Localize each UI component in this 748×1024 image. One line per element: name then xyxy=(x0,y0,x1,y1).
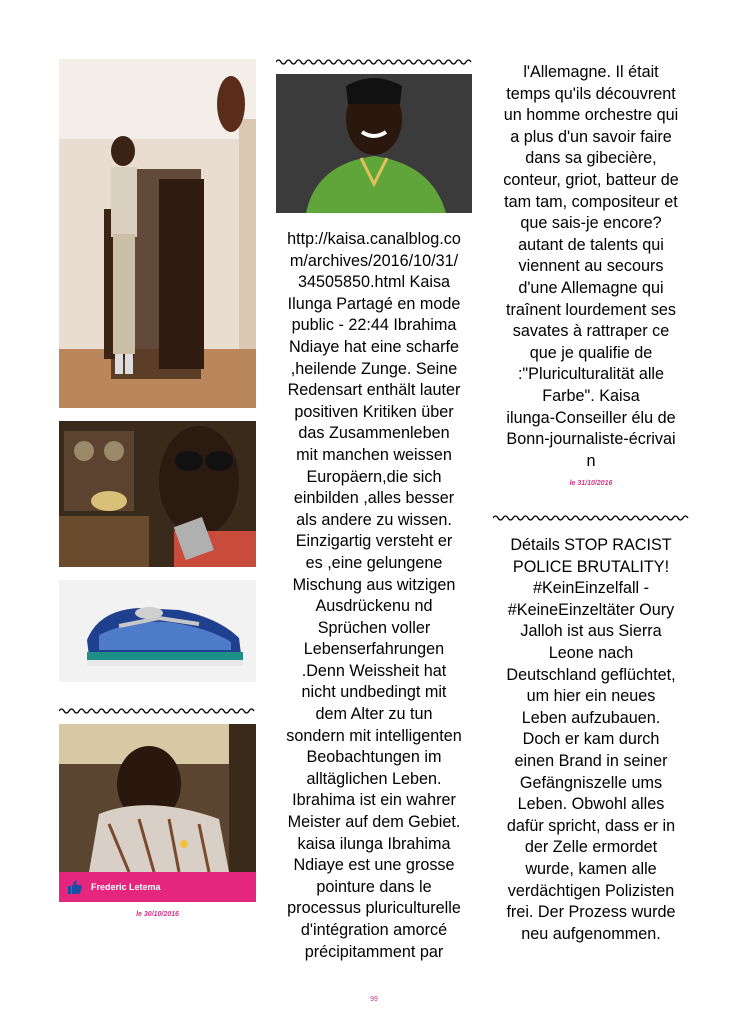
section-divider xyxy=(276,58,472,66)
text-line: Leone nach xyxy=(548,643,634,662)
text-line: sondern mit intelligenten xyxy=(286,726,462,745)
text-line: pointure dans le xyxy=(316,877,432,896)
text-line: Ausdrückenu nd xyxy=(315,597,433,616)
text-line: positiven Kritiken über xyxy=(294,402,454,421)
text-line: Doch er kam durch xyxy=(522,730,660,749)
text-line: tam tam, compositeur et xyxy=(504,192,678,211)
text-line: dem Alter zu tun xyxy=(315,705,433,724)
text-line: http://kaisa.canalblog.co xyxy=(287,230,461,248)
text-line: Leben aufzubauen. xyxy=(521,708,661,727)
text-line: Ilunga Partagé en mode xyxy=(287,294,461,313)
article-body-police xyxy=(491,535,691,945)
text-line: précipitamment par xyxy=(304,942,444,961)
man-smiling-photo xyxy=(59,724,256,872)
text-line: Ndiaye est une grosse xyxy=(293,856,455,875)
page-number: 99 xyxy=(370,996,378,1003)
text-line: einen Brand in seiner xyxy=(514,751,668,770)
text-line: nicht undbedingt mit xyxy=(301,683,447,702)
text-line: temps qu'ils découvrent xyxy=(506,84,676,103)
text-line: Europäern,die sich xyxy=(306,467,442,486)
text-line: es ,eine gelungene xyxy=(305,553,443,572)
text-line: der Zelle ermordet xyxy=(524,838,658,857)
thumbs-up-icon[interactable] xyxy=(67,879,83,895)
text-line: d'une Allemagne qui xyxy=(518,278,664,297)
text-line: Sprüchen voller xyxy=(317,618,431,637)
text-line: mit manchen weissen xyxy=(296,445,452,464)
text-line: das Zusammenleben xyxy=(298,424,450,443)
sneaker-photo xyxy=(59,580,256,682)
text-line: traînent lourdement ses xyxy=(505,300,677,319)
text-line: kaisa ilunga Ibrahima xyxy=(297,834,451,853)
text-line: d'intégration amorcé xyxy=(300,921,448,939)
text-line: ilunga-Conseiller élu de xyxy=(506,408,676,427)
text-line: neu aufgenommen. xyxy=(521,924,661,943)
text-line: dans sa gibecière, xyxy=(525,149,657,168)
text-line: que je qualifie de xyxy=(529,343,653,362)
text-line: 34505850.html Kaisa xyxy=(297,273,451,292)
caption-bar xyxy=(59,872,256,902)
man-with-sunglasses-photo xyxy=(59,421,256,567)
text-line: :"Pluriculturalität alle xyxy=(517,365,665,384)
text-line: verdächtigen Polizisten xyxy=(507,881,675,900)
section-divider xyxy=(59,707,256,715)
text-line: einbilden ,alles besser xyxy=(293,489,455,508)
text-line: Bonn-journaliste-écrivai xyxy=(506,430,676,449)
man-green-shirt-photo xyxy=(276,74,472,213)
text-line: Deutschland geflüchtet, xyxy=(506,665,676,684)
text-line: Lebenserfahrungen xyxy=(303,640,445,659)
text-line: un homme orchestre qui xyxy=(503,106,679,125)
text-line: que sais-je encore? xyxy=(520,214,662,233)
text-line: POLICE BRUTALITY! xyxy=(512,557,670,576)
text-line: l'Allemagne. Il était xyxy=(523,63,659,81)
text-line: savates à rattraper ce xyxy=(512,322,670,341)
text-line: Ibrahima ist ein wahrer xyxy=(292,791,456,810)
text-line: dafür spricht, dass er in xyxy=(506,816,676,835)
text-line: #KeineEinzeltäter Oury xyxy=(507,600,675,619)
text-line: Ndiaye hat eine scharfe xyxy=(288,337,460,356)
text-line: wurde, kamen alle xyxy=(525,859,657,878)
text-line: alltäglichen Leben. xyxy=(306,769,442,788)
text-line: Redensart enthält lauter xyxy=(287,381,461,400)
text-line: Gefängniszelle ums xyxy=(519,773,663,792)
text-line: Détails STOP RACIST xyxy=(510,536,672,554)
text-line: als andere zu wissen. xyxy=(296,510,452,529)
text-line: a plus d'un savoir faire xyxy=(510,127,672,146)
text-line: Einzigartig versteht er xyxy=(295,532,453,551)
text-line: Beobachtungen im xyxy=(306,748,442,767)
text-line: Mischung aus witzigen xyxy=(292,575,456,594)
caption-date: le 30/10/2016 xyxy=(136,911,179,918)
text-line: Farbe". Kaisa xyxy=(542,386,640,405)
text-line: n xyxy=(586,451,596,470)
caption-name: Frederic Letema xyxy=(91,882,161,892)
article-date: le 31/10/2016 xyxy=(569,480,613,487)
article-body-continued xyxy=(491,62,691,472)
text-line: .Denn Weissheit hat xyxy=(301,661,447,680)
text-line: viennent au secours xyxy=(518,257,664,276)
man-with-carvings-photo xyxy=(59,59,256,408)
text-line: Leben. Obwohl alles xyxy=(517,795,665,814)
section-divider xyxy=(493,514,689,522)
text-line: m/archives/2016/10/31/ xyxy=(289,251,459,270)
text-line: autant de talents qui xyxy=(518,235,664,254)
text-line: conteur, griot, batteur de xyxy=(503,170,679,189)
text-line: public - 22:44 Ibrahima xyxy=(291,316,457,335)
article-body-middle xyxy=(274,229,474,963)
text-line: frei. Der Prozess wurde xyxy=(506,903,676,922)
text-line: processus pluriculturelle xyxy=(287,899,461,918)
text-line: Jalloh ist aus Sierra xyxy=(520,622,662,641)
text-line: um hier ein neues xyxy=(526,687,656,706)
text-line: Meister auf dem Gebiet. xyxy=(287,813,461,832)
text-line: ,heilende Zunge. Seine xyxy=(290,359,458,378)
text-line: #KeinEinzelfall - xyxy=(532,579,650,598)
